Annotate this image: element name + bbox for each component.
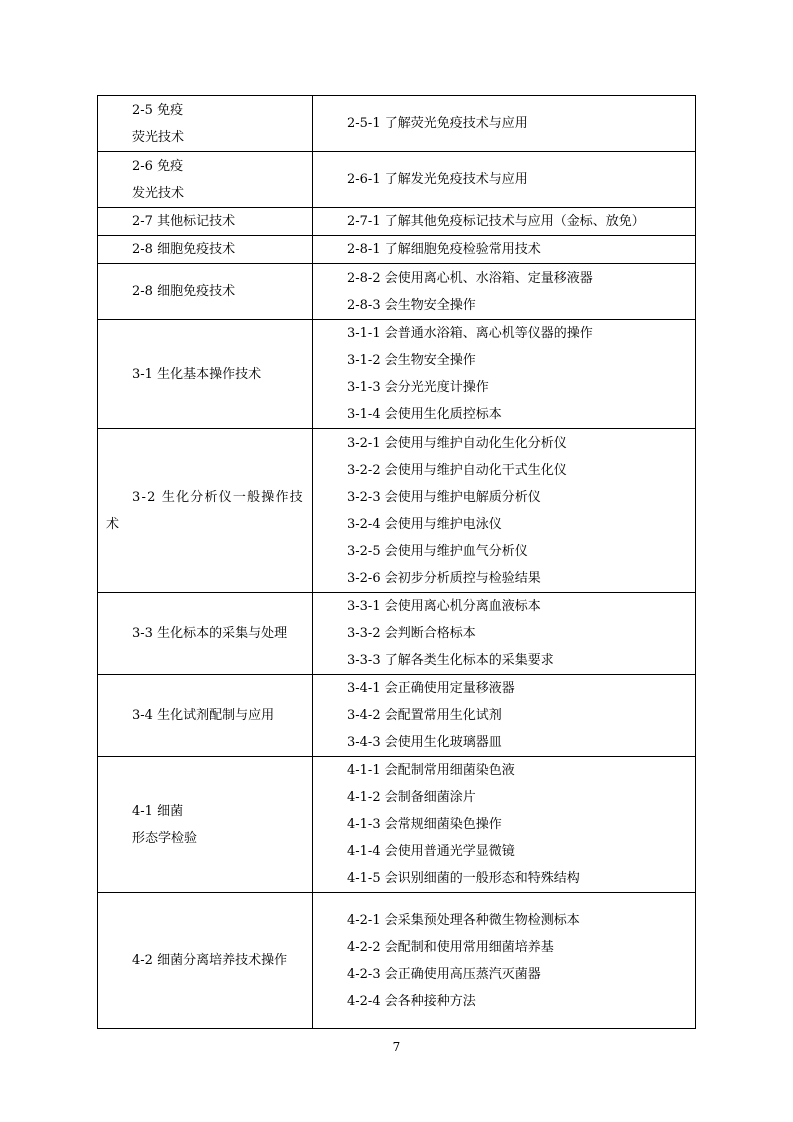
table-row	[98, 675, 696, 757]
skill-requirement-item: 4-2-4 会各种接种方法	[347, 993, 476, 1009]
skill-module-cell	[98, 593, 313, 675]
table-row	[98, 208, 696, 236]
skill-requirement-cell	[313, 208, 696, 236]
table-row	[98, 264, 696, 320]
skill-requirement-item: 3-4-3 会使用生化玻璃器皿	[347, 735, 502, 750]
table-row	[98, 593, 696, 675]
skill-module-label: 形态学检验	[132, 830, 198, 846]
skill-module-cell	[98, 320, 313, 429]
skill-requirement-cell	[313, 757, 696, 893]
skill-requirement-item: 2-8-1 了解细胞免疫检验常用技术	[347, 242, 541, 257]
skill-requirement-item: 2-6-1 了解发光免疫技术与应用	[347, 172, 528, 187]
skill-module-cell	[98, 893, 313, 1029]
skill-module-cell	[98, 152, 313, 208]
skill-module-label: 2-8 细胞免疫技术	[132, 242, 236, 257]
skill-module-label: 4-2 细菌分离培养技术操作	[132, 953, 288, 968]
skill-module-cell	[98, 429, 313, 593]
skill-requirement-item: 4-1-2 会制备细菌涂片	[347, 790, 476, 805]
skill-requirement-item: 3-2-1 会使用与维护自动化生化分析仪	[347, 435, 567, 451]
skill-requirement-item: 4-2-3 会正确使用高压蒸汽灭菌器	[347, 966, 541, 982]
skill-requirement-item: 2-8-3 会生物安全操作	[347, 297, 476, 313]
skill-requirement-cell	[313, 96, 696, 152]
skill-requirement-item: 3-4-2 会配置常用生化试剂	[347, 708, 502, 723]
skill-requirement-cell	[313, 429, 696, 593]
skill-requirement-item: 4-2-2 会配制和使用常用细菌培养基	[347, 939, 554, 955]
skill-requirement-item: 4-1-3 会常规细菌染色操作	[347, 817, 502, 832]
skill-module-cell	[98, 236, 313, 264]
skill-requirement-item: 3-2-3 会使用与维护电解质分析仪	[347, 489, 541, 505]
skill-requirement-item: 3-4-1 会正确使用定量移液器	[347, 681, 515, 696]
skill-requirement-item: 2-7-1 了解其他免疫标记技术与应用（金标、放免）	[347, 214, 645, 229]
skill-requirement-item: 2-8-2 会使用离心机、水浴箱、定量移液器	[347, 270, 593, 286]
skill-requirement-cell	[313, 264, 696, 320]
skill-requirement-item: 3-1-1 会普通水浴箱、离心机等仪器的操作	[347, 326, 593, 341]
skill-module-cell	[98, 208, 313, 236]
table-row	[98, 236, 696, 264]
skill-requirement-cell	[313, 893, 696, 1029]
table-row	[98, 320, 696, 429]
skill-requirement-item: 3-2-6 会初步分析质控与检验结果	[347, 570, 541, 586]
skill-module-label: 2-6 免疫	[132, 158, 184, 174]
table-row	[98, 152, 696, 208]
skill-requirement-item: 3-3-2 会判断合格标本	[347, 626, 476, 641]
skill-module-cell	[98, 96, 313, 152]
competency-table	[97, 95, 696, 1029]
skill-module-cell	[98, 757, 313, 893]
skill-module-label: 3-4 生化试剂配制与应用	[132, 708, 275, 723]
skill-module-label: 4-1 细菌	[132, 803, 184, 819]
skill-module-label: 3-1 生化基本操作技术	[132, 366, 262, 382]
skill-requirement-item: 3-1-4 会使用生化质控标本	[347, 407, 502, 422]
skill-requirement-item: 2-5-1 了解荧光免疫技术与应用	[347, 116, 528, 131]
table-row	[98, 893, 696, 1029]
skill-requirement-cell	[313, 593, 696, 675]
page-number: 7	[392, 1040, 401, 1054]
table-row	[98, 429, 696, 593]
skill-requirement-item: 4-2-1 会采集预处理各种微生物检测标本	[347, 912, 580, 928]
skill-requirement-item: 3-2-2 会使用与维护自动化干式生化仪	[347, 462, 567, 478]
skill-module-cell	[98, 675, 313, 757]
skill-requirement-cell	[313, 320, 696, 429]
skill-requirement-item: 4-1-4 会使用普通光学显微镜	[347, 844, 515, 859]
table-row	[98, 757, 696, 893]
skill-requirement-item: 3-1-2 会生物安全操作	[347, 353, 476, 368]
skill-module-label: 3-2 生化分析仪一般操作技术	[106, 489, 304, 532]
skill-module-cell	[98, 264, 313, 320]
skill-requirement-item: 4-1-1 会配制常用细菌染色液	[347, 763, 515, 778]
skill-module-label: 荧光技术	[132, 129, 185, 145]
skill-module-label: 3-3 生化标本的采集与处理	[132, 626, 288, 641]
skill-requirement-item: 3-3-3 了解各类生化标本的采集要求	[347, 653, 554, 668]
skill-requirement-cell	[313, 152, 696, 208]
skill-module-label: 发光技术	[132, 185, 185, 201]
skill-module-label: 2-5 免疫	[132, 102, 184, 118]
skill-module-label: 2-8 细胞免疫技术	[132, 284, 236, 299]
skill-requirement-cell	[313, 236, 696, 264]
skill-module-label: 2-7 其他标记技术	[132, 214, 236, 229]
skill-requirement-item: 3-1-3 会分光光度计操作	[347, 380, 489, 395]
table-row	[98, 96, 696, 152]
skill-requirement-cell	[313, 675, 696, 757]
skill-requirement-item: 3-2-4 会使用与维护电泳仪	[347, 516, 502, 532]
skill-requirement-item: 3-3-1 会使用离心机分离血液标本	[347, 599, 541, 614]
skill-requirement-item: 4-1-5 会识别细菌的一般形态和特殊结构	[347, 871, 580, 886]
skill-requirement-item: 3-2-5 会使用与维护血气分析仪	[347, 543, 528, 559]
